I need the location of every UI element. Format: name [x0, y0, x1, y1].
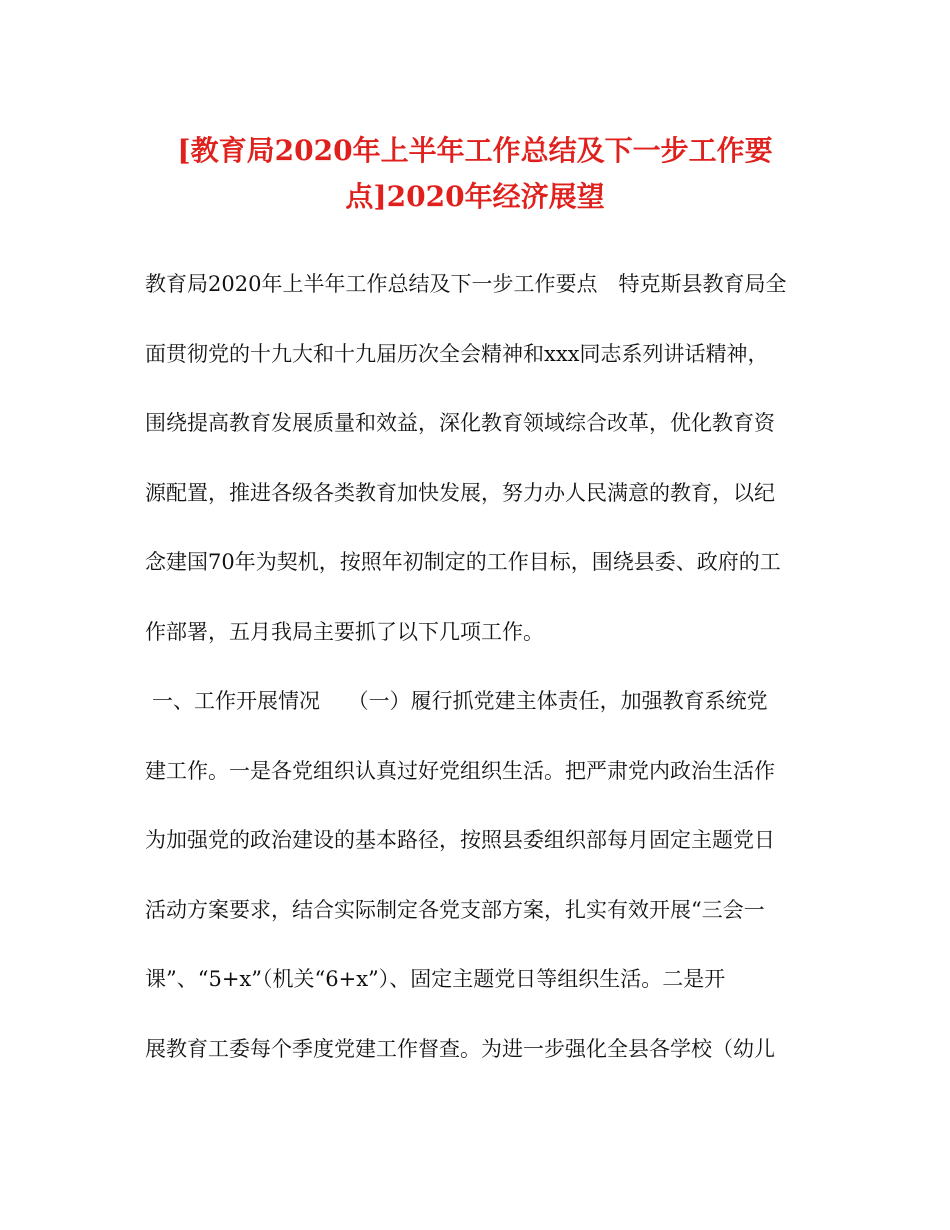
body-line: 为加强党的政治建设的基本路径，按照县委组织部每月固定主题党日 [145, 828, 775, 852]
title-line-1: [教育局2020年上半年工作总结及下一步工作要 [177, 134, 773, 167]
document-title [0, 128, 950, 220]
body-line: 面贯彻党的十九大和十九届历次全会精神和xxx同志系列讲话精神， [145, 341, 769, 366]
body-line: 建工作。一是各党组织认真过好党组织生活。把严肃党内政治生活作 [145, 758, 775, 783]
document-body [145, 265, 805, 1099]
body-line-section-heading: 一、工作开展情况 （一）履行抓党建主体责任，加强教育系统党 [152, 689, 768, 713]
body-line: 展教育工委每个季度党建工作督查。为进一步强化全县各学校（幼儿 [145, 1036, 775, 1061]
body-line: 念建国70年为契机，按照年初制定的工作目标，围绕县委、政府的工 [145, 550, 781, 574]
body-line: 源配置，推进各级各类教育加快发展，努力办人民满意的教育，以纪 [145, 480, 775, 505]
body-line: 围绕提高教育发展质量和效益，深化教育领域综合改革，优化教育资 [145, 411, 775, 435]
body-line: 活动方案要求，结合实际制定各党支部方案，扎实有效开展“三会一 [145, 897, 765, 922]
body-line: 教育局2020年上半年工作总结及下一步工作要点 特克斯县教育局全 [145, 272, 787, 296]
body-line: 课”、“5+x”（机关“6+x”）、固定主题党日等组织生活。二是开 [145, 967, 726, 991]
body-line: 作部署，五月我局主要抓了以下几项工作。 [145, 619, 544, 644]
title-line-2: 点]2020年经济展望 [345, 180, 605, 213]
